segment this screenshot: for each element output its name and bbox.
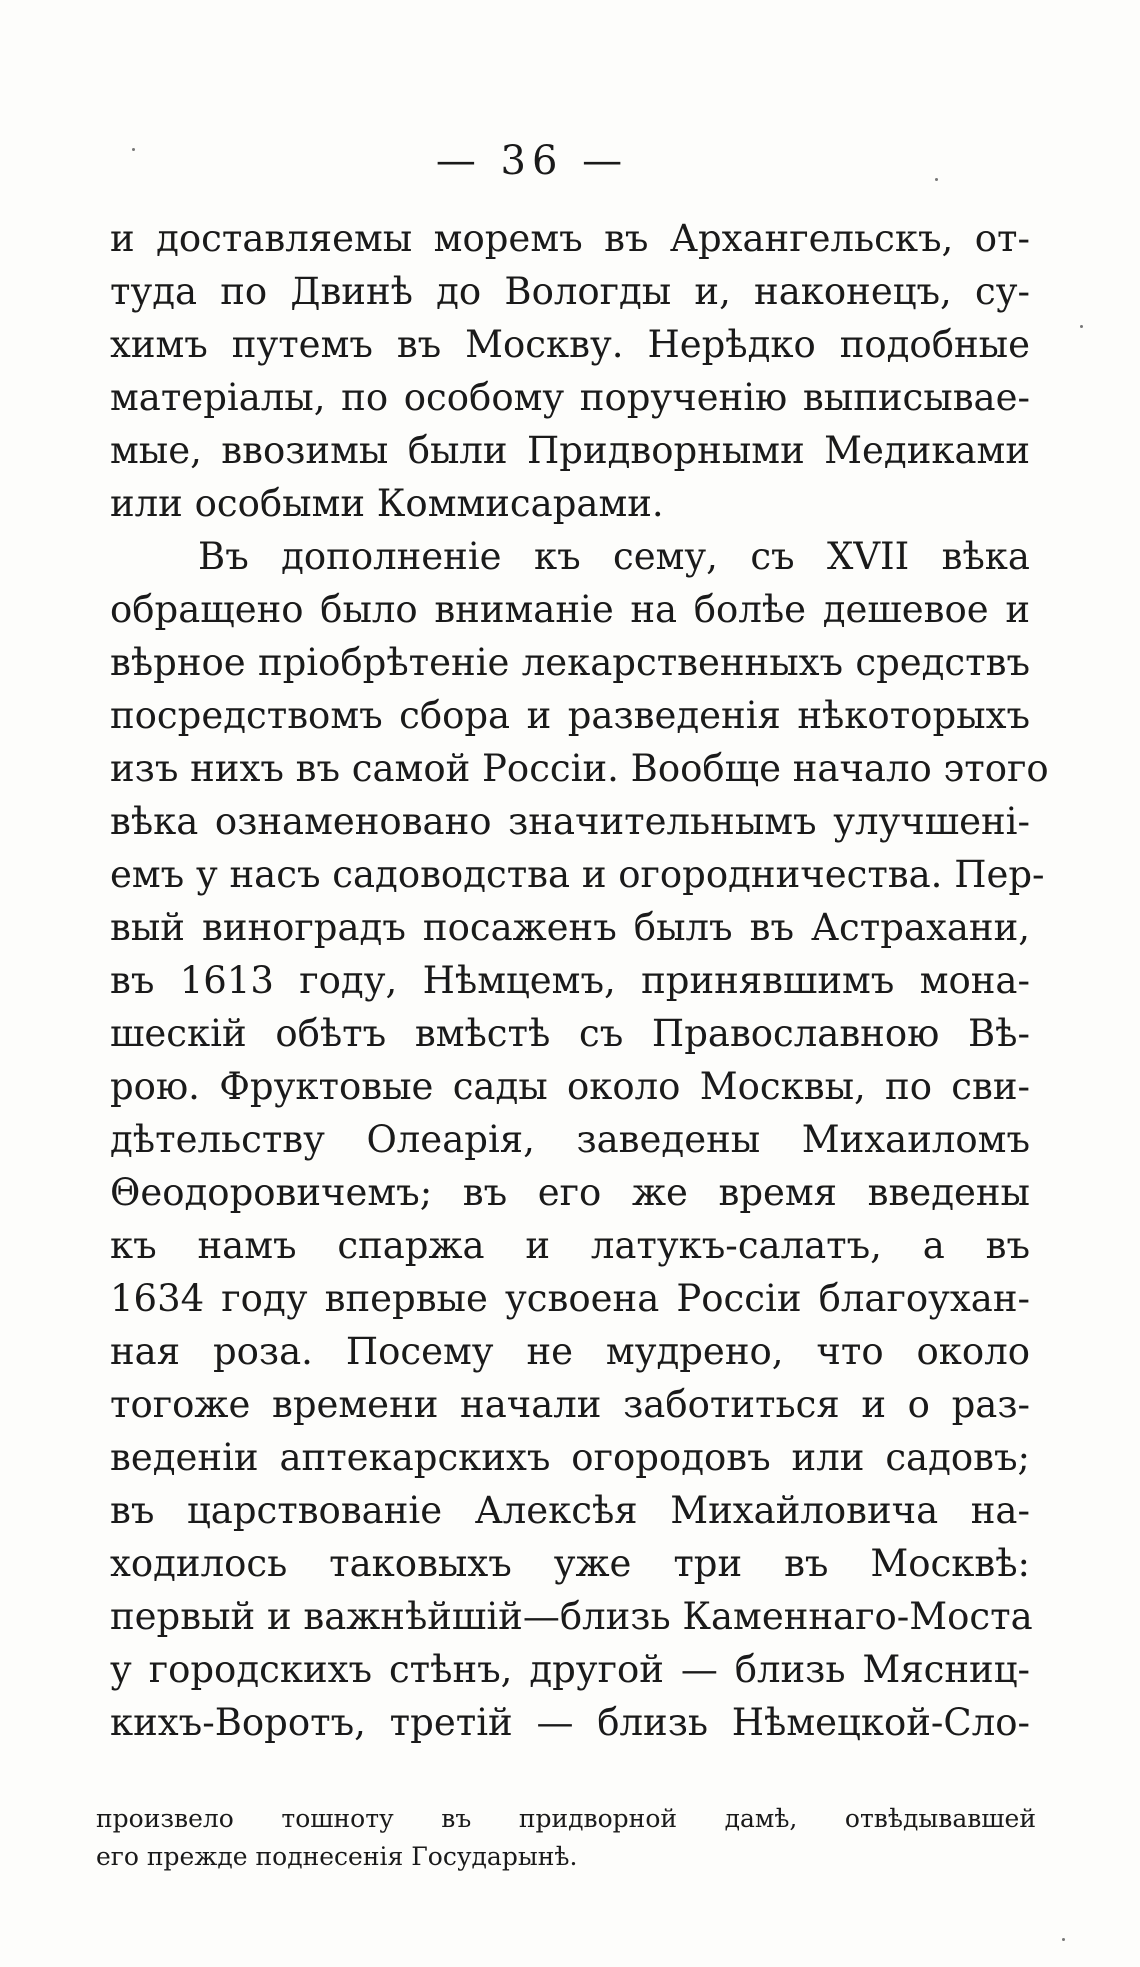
text-line: рою. Фруктовые сады около Москвы, по сви- [110, 1065, 1030, 1108]
scan-speck [1080, 325, 1083, 328]
footnote-line: его прежде поднесенія Государынѣ. [96, 1842, 578, 1871]
body-text [110, 212, 1049, 1749]
text-line: химъ путемъ въ Москву. Нерѣдко подобные [110, 323, 1030, 366]
text-line: посредствомъ сбора и разведенія нѣкоторыхъ [110, 694, 1030, 737]
text-line: веденіи аптекарскихъ огородовъ или садовъ; [110, 1436, 1030, 1479]
text-line: Θеодоровичемъ; въ его же время введены [110, 1171, 1030, 1214]
page-number: — 36 — [435, 138, 629, 184]
text-line: въ 1613 году, Нѣмцемъ, принявшимъ мона- [110, 959, 1030, 1002]
text-line: дѣтельству Олеарія, заведены Михаиломъ [110, 1118, 1030, 1161]
text-line: ходилось таковыхъ уже три въ Москвѣ: [110, 1542, 1030, 1585]
text-line: емъ у насъ садоводства и огородничества. Пер- [110, 853, 1045, 896]
text-line: 1634 году впервые усвоена Россіи благоухан- [110, 1277, 1030, 1320]
text-line: вѣрное пріобрѣтеніе лекарственныхъ средствъ [110, 641, 1030, 684]
text-line: Въ дополненіе къ сему, съ XVII вѣка [198, 535, 1030, 578]
text-line: и доставляемы моремъ въ Архангельскъ, от- [110, 217, 1030, 260]
text-line: у городскихъ стѣнъ, другой — близь Мясниц- [110, 1648, 1030, 1691]
scan-speck [132, 148, 135, 151]
text-line: кихъ-Воротъ, третій — близь Нѣмецкой-Сло- [110, 1701, 1030, 1744]
text-line: шескій обѣтъ вмѣстѣ съ Православною Вѣ- [110, 1012, 1030, 1055]
text-line: первый и важнѣйшій—близь Каменнаго-Моста [110, 1595, 1033, 1638]
text-line: вѣка ознаменовано значительнымъ улучшені- [110, 800, 1030, 843]
text-line: или особыми Коммисарами. [110, 482, 664, 525]
footnote [96, 1800, 1036, 1876]
text-line: матеріалы, по особому порученію выписывае- [110, 376, 1030, 419]
text-line: къ намъ спаржа и латукъ-салатъ, а въ [110, 1224, 1030, 1267]
text-line: обращено было вниманіе на болѣе дешевое и [110, 588, 1030, 631]
text-line: вый виноградъ посаженъ былъ въ Астрахани, [110, 906, 1030, 949]
text-line: ная роза. Посему не мудрено, что около [110, 1330, 1030, 1373]
text-line: въ царствованіе Алексѣя Михайловича на- [110, 1489, 1030, 1532]
text-line: мые, ввозимы были Придворными Медиками [110, 429, 1030, 472]
scan-speck [1062, 1938, 1065, 1941]
scan-speck [935, 178, 938, 181]
footnote-line: произвело тошноту въ придворной дамѣ, отвѣдывавшей [96, 1804, 1036, 1833]
text-line: тогоже времени начали заботиться и о раз- [110, 1383, 1030, 1426]
text-line: изъ нихъ въ самой Россіи. Вообще начало этого [110, 747, 1049, 790]
text-line: туда по Двинѣ до Вологды и, наконецъ, су- [110, 270, 1030, 313]
